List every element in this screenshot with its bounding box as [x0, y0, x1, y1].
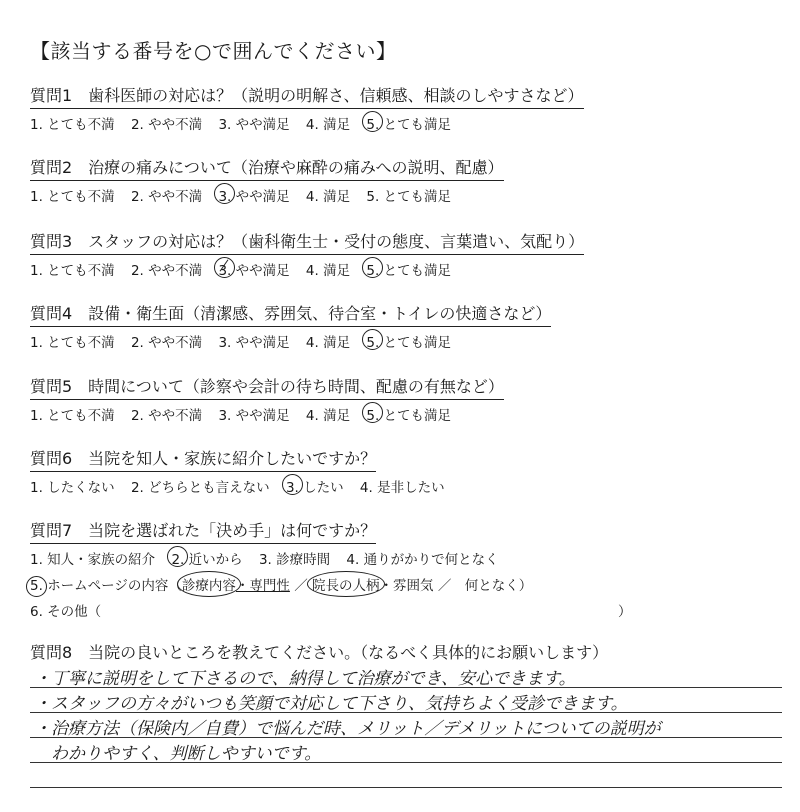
option-3-circled[interactable]: 3. やや満足 [218, 185, 289, 205]
option-1[interactable]: 1. とても不満 [30, 189, 115, 205]
question-7 [30, 518, 632, 620]
option-2[interactable]: 2. やや不満 [130, 408, 203, 424]
question-3-heading: 質問3 スタッフの対応は？（歯科衛生士・受付の態度、言葉遣い、気配り） [30, 229, 584, 255]
option-3[interactable]: 3. 診療時間 [258, 552, 331, 568]
question-7-options-line3 [30, 600, 632, 620]
option-5-circled[interactable]: 5. とても満足 [366, 404, 451, 424]
option-2[interactable]: 2. やや不満 [130, 263, 203, 279]
question-7-options-line2 [30, 574, 532, 594]
option-4[interactable]: 4. 満足 [305, 117, 351, 133]
question-2-options [30, 185, 504, 205]
circled-sub-item-content[interactable]: 診療内容 [182, 574, 236, 594]
circled-sub-item-director[interactable]: 院長の人柄 [312, 574, 380, 594]
option-3[interactable]: 3. やや満足 [218, 117, 290, 133]
answer-oval [307, 571, 385, 597]
question-8 [30, 640, 608, 665]
option-3-circled[interactable]: 3. したい [286, 476, 344, 496]
option-2[interactable]: 2. やや不満 [130, 117, 203, 133]
handwritten-answer: ・スタッフの方々がいつも笑顔で対応して下さり、気持ちよく受診できます。 [34, 694, 628, 714]
option-5[interactable]: 5. とても満足 [366, 189, 452, 205]
question-6-options [30, 476, 457, 496]
question-4-options [30, 331, 551, 351]
question-3 [30, 229, 584, 279]
option-2[interactable]: 2. やや不満 [130, 335, 203, 351]
option-6-close: ） [618, 604, 632, 620]
option-5-circled[interactable]: 5. とても満足 [366, 113, 451, 133]
option-5-label: ホームページの内容（ [47, 578, 182, 594]
option-1[interactable]: 1. 知人・家族の紹介 [30, 552, 156, 568]
question-1-heading: 質問1 歯科医師の対応は？（説明の明解さ、信頼感、相談のしやすさなど） [30, 83, 584, 109]
handwritten-answer: ・丁寧に説明をして下さるので、納得して治療ができ、安心できます。 [34, 669, 576, 689]
question-2 [30, 155, 504, 205]
option-4[interactable]: 4. 是非したい [359, 480, 445, 496]
question-7-options-line1 [30, 548, 532, 568]
question-6 [30, 446, 457, 496]
sub-item-atmosphere: ・雰囲気 [379, 578, 434, 594]
answer-circle [282, 474, 303, 495]
option-3-crossed[interactable]: 3. やや満足 [218, 259, 289, 279]
option-4[interactable]: 4. 満足 [305, 335, 351, 351]
option-1[interactable]: 1. とても不満 [30, 117, 115, 133]
question-5-heading: 質問5 時間について（診察や会計の待ち時間、配慮の有無など） [30, 374, 504, 400]
option-1[interactable]: 1. したくない [30, 480, 115, 496]
question-7-heading: 質問7 当院を選ばれた「決め手」は何ですか？ [30, 518, 376, 544]
option-2[interactable]: 2. どちらとも言えない [130, 480, 270, 496]
question-6-heading: 質問6 当院を知人・家族に紹介したいですか？ [30, 446, 376, 472]
option-1[interactable]: 1. とても不満 [30, 408, 115, 424]
question-5-options [30, 404, 504, 424]
question-8-heading: 質問8 当院の良いところを教えてください。（なるべく具体的にお願いします） [30, 643, 609, 662]
option-2[interactable]: 2. やや不満 [130, 189, 203, 205]
question-4-heading: 質問4 設備・衛生面（清潔感、雰囲気、待合室・トイレの快適さなど） [30, 301, 551, 327]
option-1[interactable]: 1. とても不満 [30, 335, 115, 351]
separator: ／ [294, 578, 308, 594]
option-4[interactable]: 4. 通りがかりで何となく [346, 552, 499, 568]
option-5-circled[interactable]: 5. とても満足 [366, 259, 451, 279]
sub-item-none: ／ 何となく） [437, 578, 533, 594]
option-5-circled[interactable]: 5. とても満足 [366, 331, 451, 351]
question-1-options [30, 113, 584, 133]
question-4 [30, 301, 551, 351]
handwritten-answer: わかりやすく、判断しやすいです。 [34, 744, 322, 764]
answer-line [30, 787, 782, 788]
option-1[interactable]: 1. とても不満 [30, 263, 115, 279]
option-2-circled[interactable]: 2. 近いから [171, 548, 242, 568]
option-3[interactable]: 3. やや満足 [218, 335, 290, 351]
question-3-options [30, 259, 584, 279]
option-4[interactable]: 4. 満足 [305, 189, 351, 205]
answer-circle [26, 576, 47, 597]
option-6[interactable]: 6. その他（ [30, 604, 102, 620]
question-2-heading: 質問2 治療の痛みについて（治療や麻酔の痛みへの説明、配慮） [30, 155, 504, 181]
sub-item-specialty: ・専門性 [235, 578, 290, 594]
option-4[interactable]: 4. 満足 [305, 408, 351, 424]
option-4[interactable]: 4. 満足 [305, 263, 351, 279]
answer-oval [177, 571, 241, 597]
page-title: 【該当する番号を○で囲んでください】 [30, 39, 397, 63]
question-5 [30, 374, 504, 424]
question-1 [30, 83, 584, 133]
handwritten-answer: ・治療方法（保険内／自費）で悩んだ時、メリット／デメリットについての説明が [34, 719, 661, 739]
option-3[interactable]: 3. やや満足 [218, 408, 290, 424]
option-5-circled[interactable]: 5. [30, 578, 43, 594]
